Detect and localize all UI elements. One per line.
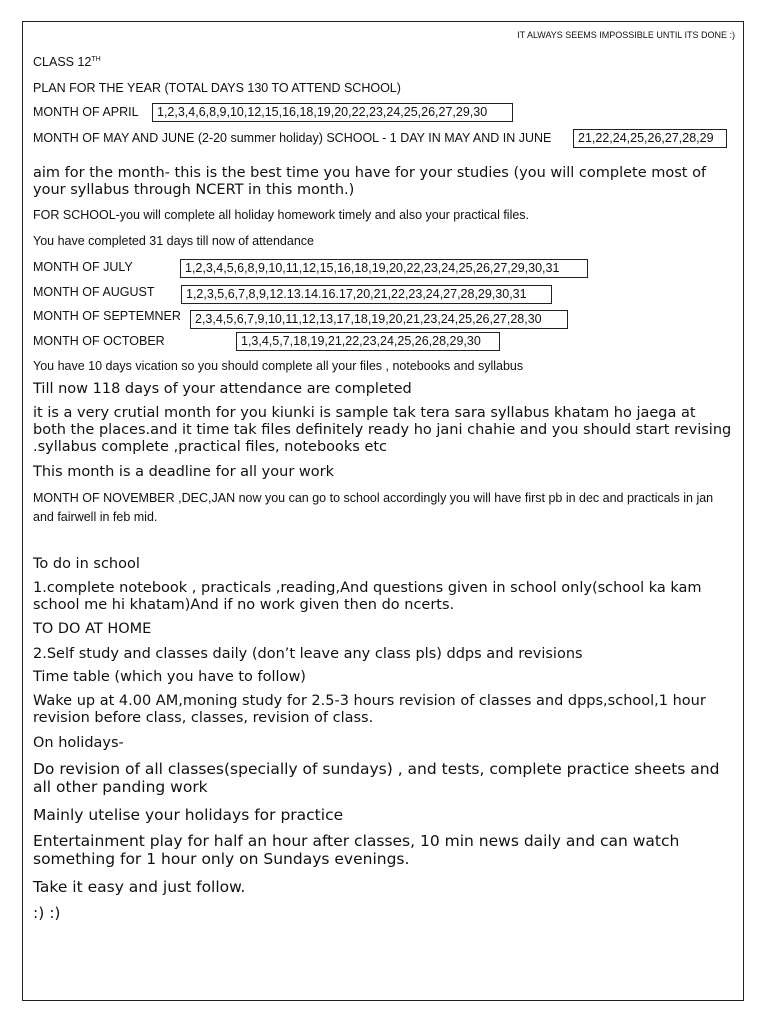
class-heading <box>33 54 101 70</box>
wakeup-text: Wake up at 4.00 AM,moning study for 2.5-3 hours revision of classes and dpps,school,1 hour revision before class, classes, revision of class. <box>33 693 706 726</box>
vacation-text: You have 10 days vication so you should complete all your files , notebooks and syllabus <box>33 359 524 373</box>
october-label: MONTH OF OCTOBER <box>33 334 165 348</box>
april-days-box: 1,2,3,4,6,8,9,10,12,15,16,18,19,20,22,23,24,25,26,27,29,30 <box>152 103 513 122</box>
till-now-text: Till now 118 days of your attendance are completed <box>33 381 412 397</box>
holidays-heading: On holidays- <box>33 735 124 751</box>
for-school-text: FOR SCHOOL-you will complete all holiday homework timely and also your practical files. <box>33 208 530 222</box>
timetable-heading: Time table (which you have to follow) <box>33 669 306 685</box>
todo-school-heading: To do in school <box>33 556 140 572</box>
deadline-text: This month is a deadline for all your work <box>33 464 334 480</box>
plan-heading: PLAN FOR THE YEAR (TOTAL DAYS 130 TO ATTEND SCHOOL) <box>33 81 401 95</box>
may-june-label: MONTH OF MAY AND JUNE (2-20 summer holiday) SCHOOL - 1 DAY IN MAY AND IN JUNE <box>33 131 552 145</box>
september-label: MONTH OF SEPTEMNER <box>33 309 181 323</box>
completed-31-text: You have completed 31 days till now of attendance <box>33 234 314 248</box>
april-label: MONTH OF APRIL <box>33 105 139 119</box>
utilise-text: Mainly utelise your holidays for practice <box>33 806 344 824</box>
crucial-month-text: it is a very crutial month for you kiunki is sample tak tera sara syllabus khatam ho jaega at both the places.and it time tak files definitely ready ho jani chahie and you should start revising .syllabus complete ,practical files, notebooks etc <box>33 405 732 455</box>
august-days-box: 1,2,3,5,6,7,8,9,12.13.14.16.17,20,21,22,23,24,27,28,29,30,31 <box>181 285 552 304</box>
smile-text: :) :) <box>33 904 61 922</box>
october-days-box: 1,3,4,5,7,18,19,21,22,23,24,25,26,28,29,30 <box>236 332 500 351</box>
september-days-box: 2,3,4,5,6,7,9,10,11,12,13,17,18,19,20,21,23,24,25,26,27,28,30 <box>190 310 568 329</box>
may-june-days-box: 21,22,24,25,26,27,28,29 <box>573 129 727 148</box>
class-label: CLASS 12 <box>33 55 92 69</box>
motivational-quote: IT ALWAYS SEEMS IMPOSSIBLE UNTIL ITS DONE :) <box>517 30 735 40</box>
revision-text: Do revision of all classes(specially of sundays) , and tests, complete practice sheets and all other panding work <box>33 760 720 796</box>
todo-item-1: 1.complete notebook , practicals ,reading,And questions given in school only(school ka kam school me hi khatam)And if no work given then do ncerts. <box>33 580 702 613</box>
todo-home-heading: TO DO AT HOME <box>33 621 152 637</box>
entertainment-text: Entertainment play for half an hour after classes, 10 min news daily and can watch something for 1 hour only on Sundays evenings. <box>33 832 680 868</box>
aim-text: aim for the month- this is the best time you have for your studies (you will complete most of your syllabus through NCERT in this month.) <box>33 165 707 198</box>
july-days-box: 1,2,3,4,5,6,8,9,10,11,12,15,16,18,19,20,22,23,24,25,26,27,29,30,31 <box>180 259 588 278</box>
class-superscript: TH <box>91 56 101 63</box>
nov-dec-jan-text: MONTH OF NOVEMBER ,DEC,JAN now you can go to school accordingly you will have first pb in dec and practicals in jan and fairwell in feb mid. <box>33 491 714 524</box>
todo-item-2: 2.Self study and classes daily (don’t leave any class pls) ddps and revisions <box>33 646 583 662</box>
july-label: MONTH OF JULY <box>33 260 133 274</box>
easy-text: Take it easy and just follow. <box>33 878 246 896</box>
august-label: MONTH OF AUGUST <box>33 285 155 299</box>
